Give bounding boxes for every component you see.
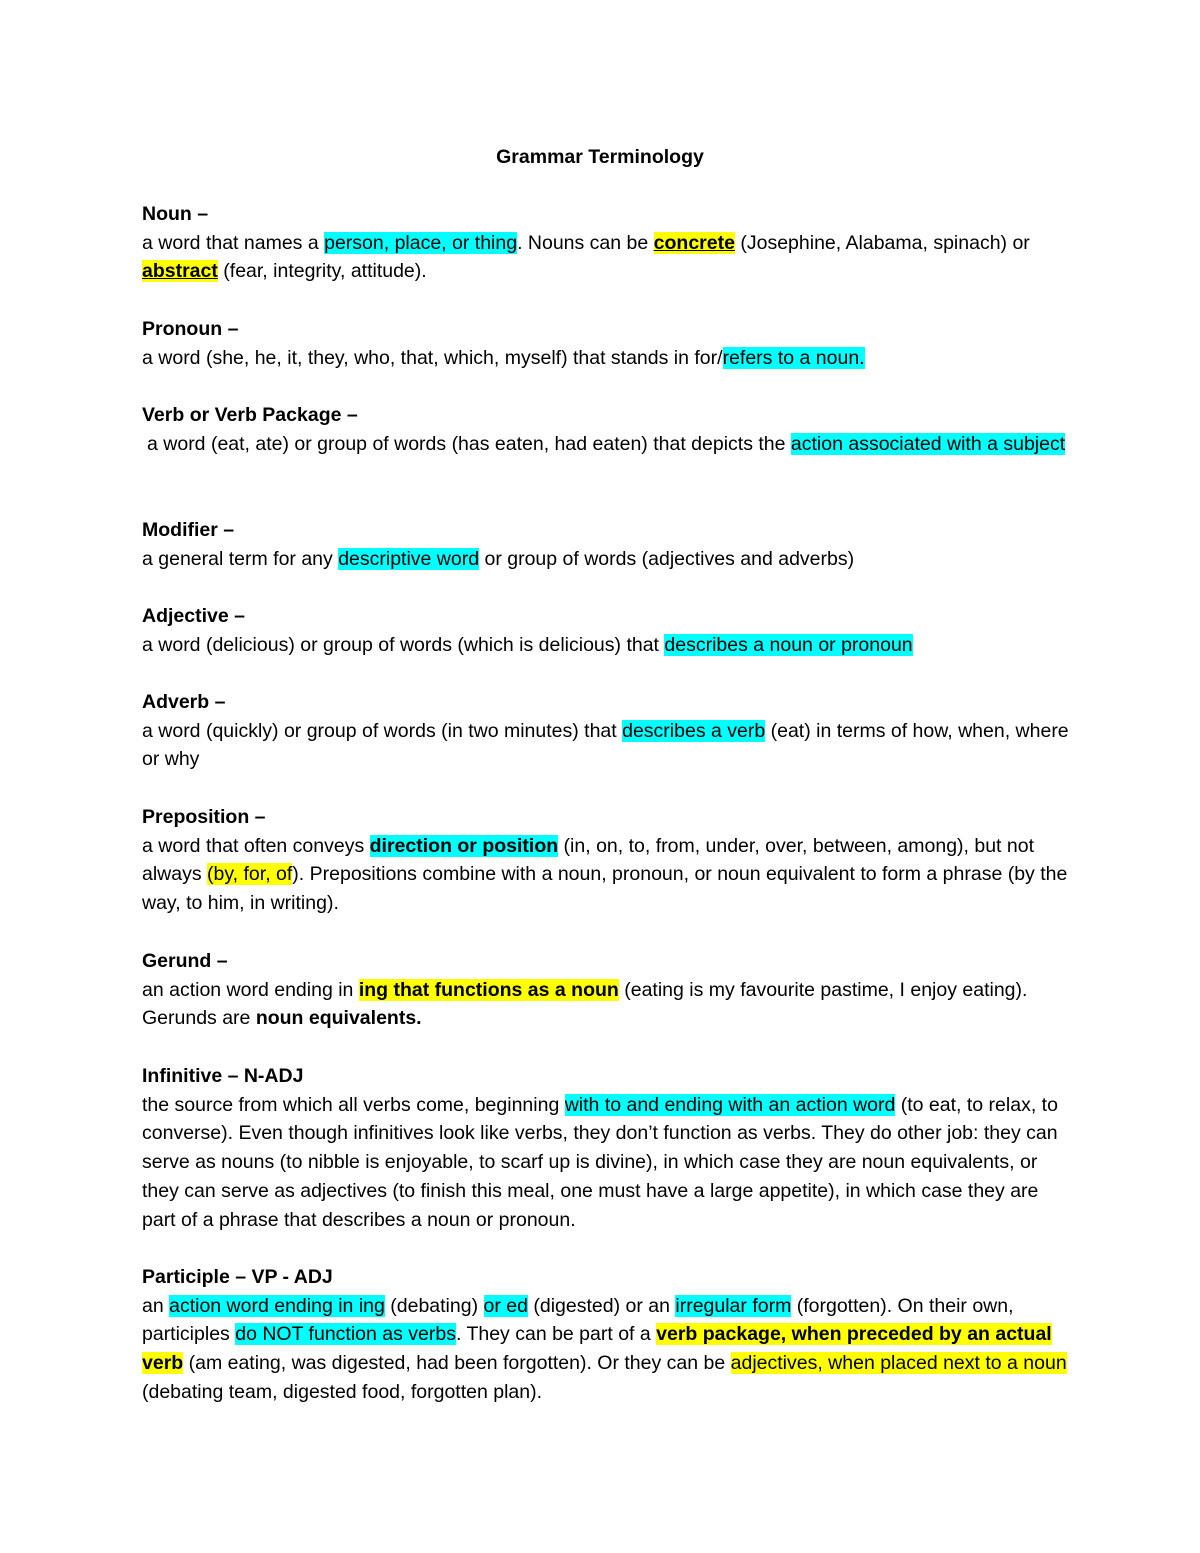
entry-preposition xyxy=(142,803,1072,918)
definition-text: the source from which all verbs come, beginning xyxy=(142,1093,565,1116)
entry-verb xyxy=(142,401,1072,458)
highlighted-text: descriptive word xyxy=(338,547,480,570)
entry-adjective xyxy=(142,602,1072,659)
entry-gerund xyxy=(142,947,1072,1033)
highlighted-text: person, place, or thing xyxy=(324,231,518,254)
definition-text: (debating team, digested food, forgotten plan). xyxy=(142,1380,543,1403)
entry-noun xyxy=(142,200,1072,286)
term-definition xyxy=(142,717,1072,774)
term-heading: Noun – xyxy=(142,203,209,225)
highlighted-text: (by, for, of xyxy=(207,863,293,886)
definition-text: (in, on, to, from, under, over, between, among), but not always xyxy=(142,834,1034,886)
term-definition xyxy=(142,832,1072,918)
highlighted-text: adjectives, when placed next to a noun xyxy=(730,1352,1067,1375)
term-heading: Adverb – xyxy=(142,691,226,713)
highlighted-text: action associated with a subject xyxy=(790,432,1066,455)
entry-adverb xyxy=(142,688,1072,774)
definition-text: . They can be part of a xyxy=(455,1323,657,1346)
definition-text: . Nouns can be xyxy=(517,231,654,254)
definition-text: a word (she, he, it, they, who, that, which, myself) that stands in for/ xyxy=(142,346,723,369)
definition-text: (to eat, to relax, to converse). Even though infinitives look like verbs, they don’t function as verbs. They do other job: they can serve as nouns (to nibble is enjoyable, to scarf up is divine), in which case they are noun equivalents, or they can serve as adjectives (to finish this meal, one must have a large appetite), in which case they are part of a phrase that describes a noun or pronoun. xyxy=(142,1093,1058,1231)
highlighted-text: describes a noun or pronoun xyxy=(664,633,913,656)
term-heading: Verb or Verb Package – xyxy=(142,404,358,426)
definition-text: a word (delicious) or group of words (which is delicious) that xyxy=(142,633,665,656)
definition-text: an xyxy=(142,1294,170,1317)
entry-pronoun xyxy=(142,315,1072,372)
definition-text: (Josephine, Alabama, spinach) or xyxy=(734,231,1030,254)
term-definition xyxy=(142,1292,1072,1407)
highlighted-text: describes a verb xyxy=(622,719,766,742)
term-definition xyxy=(142,631,1072,660)
term-definition xyxy=(142,229,1072,286)
highlighted-text: irregular form xyxy=(675,1294,792,1317)
entry-modifier xyxy=(142,516,1072,573)
term-heading: Pronoun – xyxy=(142,318,239,340)
term-heading: Gerund – xyxy=(142,950,228,972)
definition-text: (debating) xyxy=(384,1294,484,1317)
highlighted-text: refers to a noun. xyxy=(722,346,865,369)
definition-text: (forgotten). On their own, participles xyxy=(142,1294,1014,1346)
entry-participle xyxy=(142,1263,1072,1407)
definition-text: ). Prepositions combine with a noun, pronoun, or noun equivalent to form a phrase (by the way, to him, in writing). xyxy=(142,863,1068,915)
highlighted-text: ing that functions as a noun xyxy=(358,978,619,1001)
highlighted-text: do NOT function as verbs xyxy=(235,1323,456,1346)
term-definition xyxy=(142,1091,1072,1235)
definition-text: a word (quickly) or group of words (in two minutes) that xyxy=(142,719,623,742)
definition-text: (eating is my favourite pastime, I enjoy eating). Gerunds are xyxy=(142,978,1028,1030)
term-definition xyxy=(142,976,1072,1033)
term-heading: Participle – VP - ADJ xyxy=(142,1266,333,1288)
highlighted-text: verb package, when preceded by an actual verb xyxy=(142,1323,1052,1375)
definition-text: (eat) in terms of how, when, where or why xyxy=(142,719,1069,771)
term-definition xyxy=(142,430,1072,459)
highlighted-text: with to and ending with an action word xyxy=(564,1093,896,1116)
term-heading: Infinitive – N-ADJ xyxy=(142,1065,304,1087)
definition-text: (digested) or an xyxy=(527,1294,676,1317)
definition-text: a general term for any xyxy=(142,547,339,570)
definition-text: or group of words (adjectives and adverbs) xyxy=(479,547,855,570)
highlighted-text: concrete xyxy=(653,231,735,254)
term-heading: Preposition – xyxy=(142,806,266,828)
definition-text: a word (eat, ate) or group of words (has eaten, had eaten) that depicts the xyxy=(147,432,791,455)
highlighted-text: abstract xyxy=(142,260,218,283)
highlighted-text: or ed xyxy=(483,1294,528,1317)
definition-text: an action word ending in xyxy=(142,978,359,1001)
highlighted-text: action word ending in ing xyxy=(169,1294,385,1317)
page-title: Grammar Terminology xyxy=(496,146,704,168)
highlighted-text: direction or position xyxy=(369,834,559,857)
definition-text: a word that names a xyxy=(142,231,325,254)
term-heading: Adjective – xyxy=(142,605,245,627)
definition-text: (fear, integrity, attitude). xyxy=(217,260,427,283)
term-definition xyxy=(142,344,1072,373)
term-heading: Modifier – xyxy=(142,519,235,541)
definition-text: (am eating, was digested, had been forgotten). Or they can be xyxy=(183,1352,731,1375)
definition-text: a word that often conveys xyxy=(142,834,370,857)
definition-text: noun equivalents. xyxy=(255,1007,422,1030)
entry-infinitive xyxy=(142,1062,1072,1234)
term-definition xyxy=(142,545,1072,574)
